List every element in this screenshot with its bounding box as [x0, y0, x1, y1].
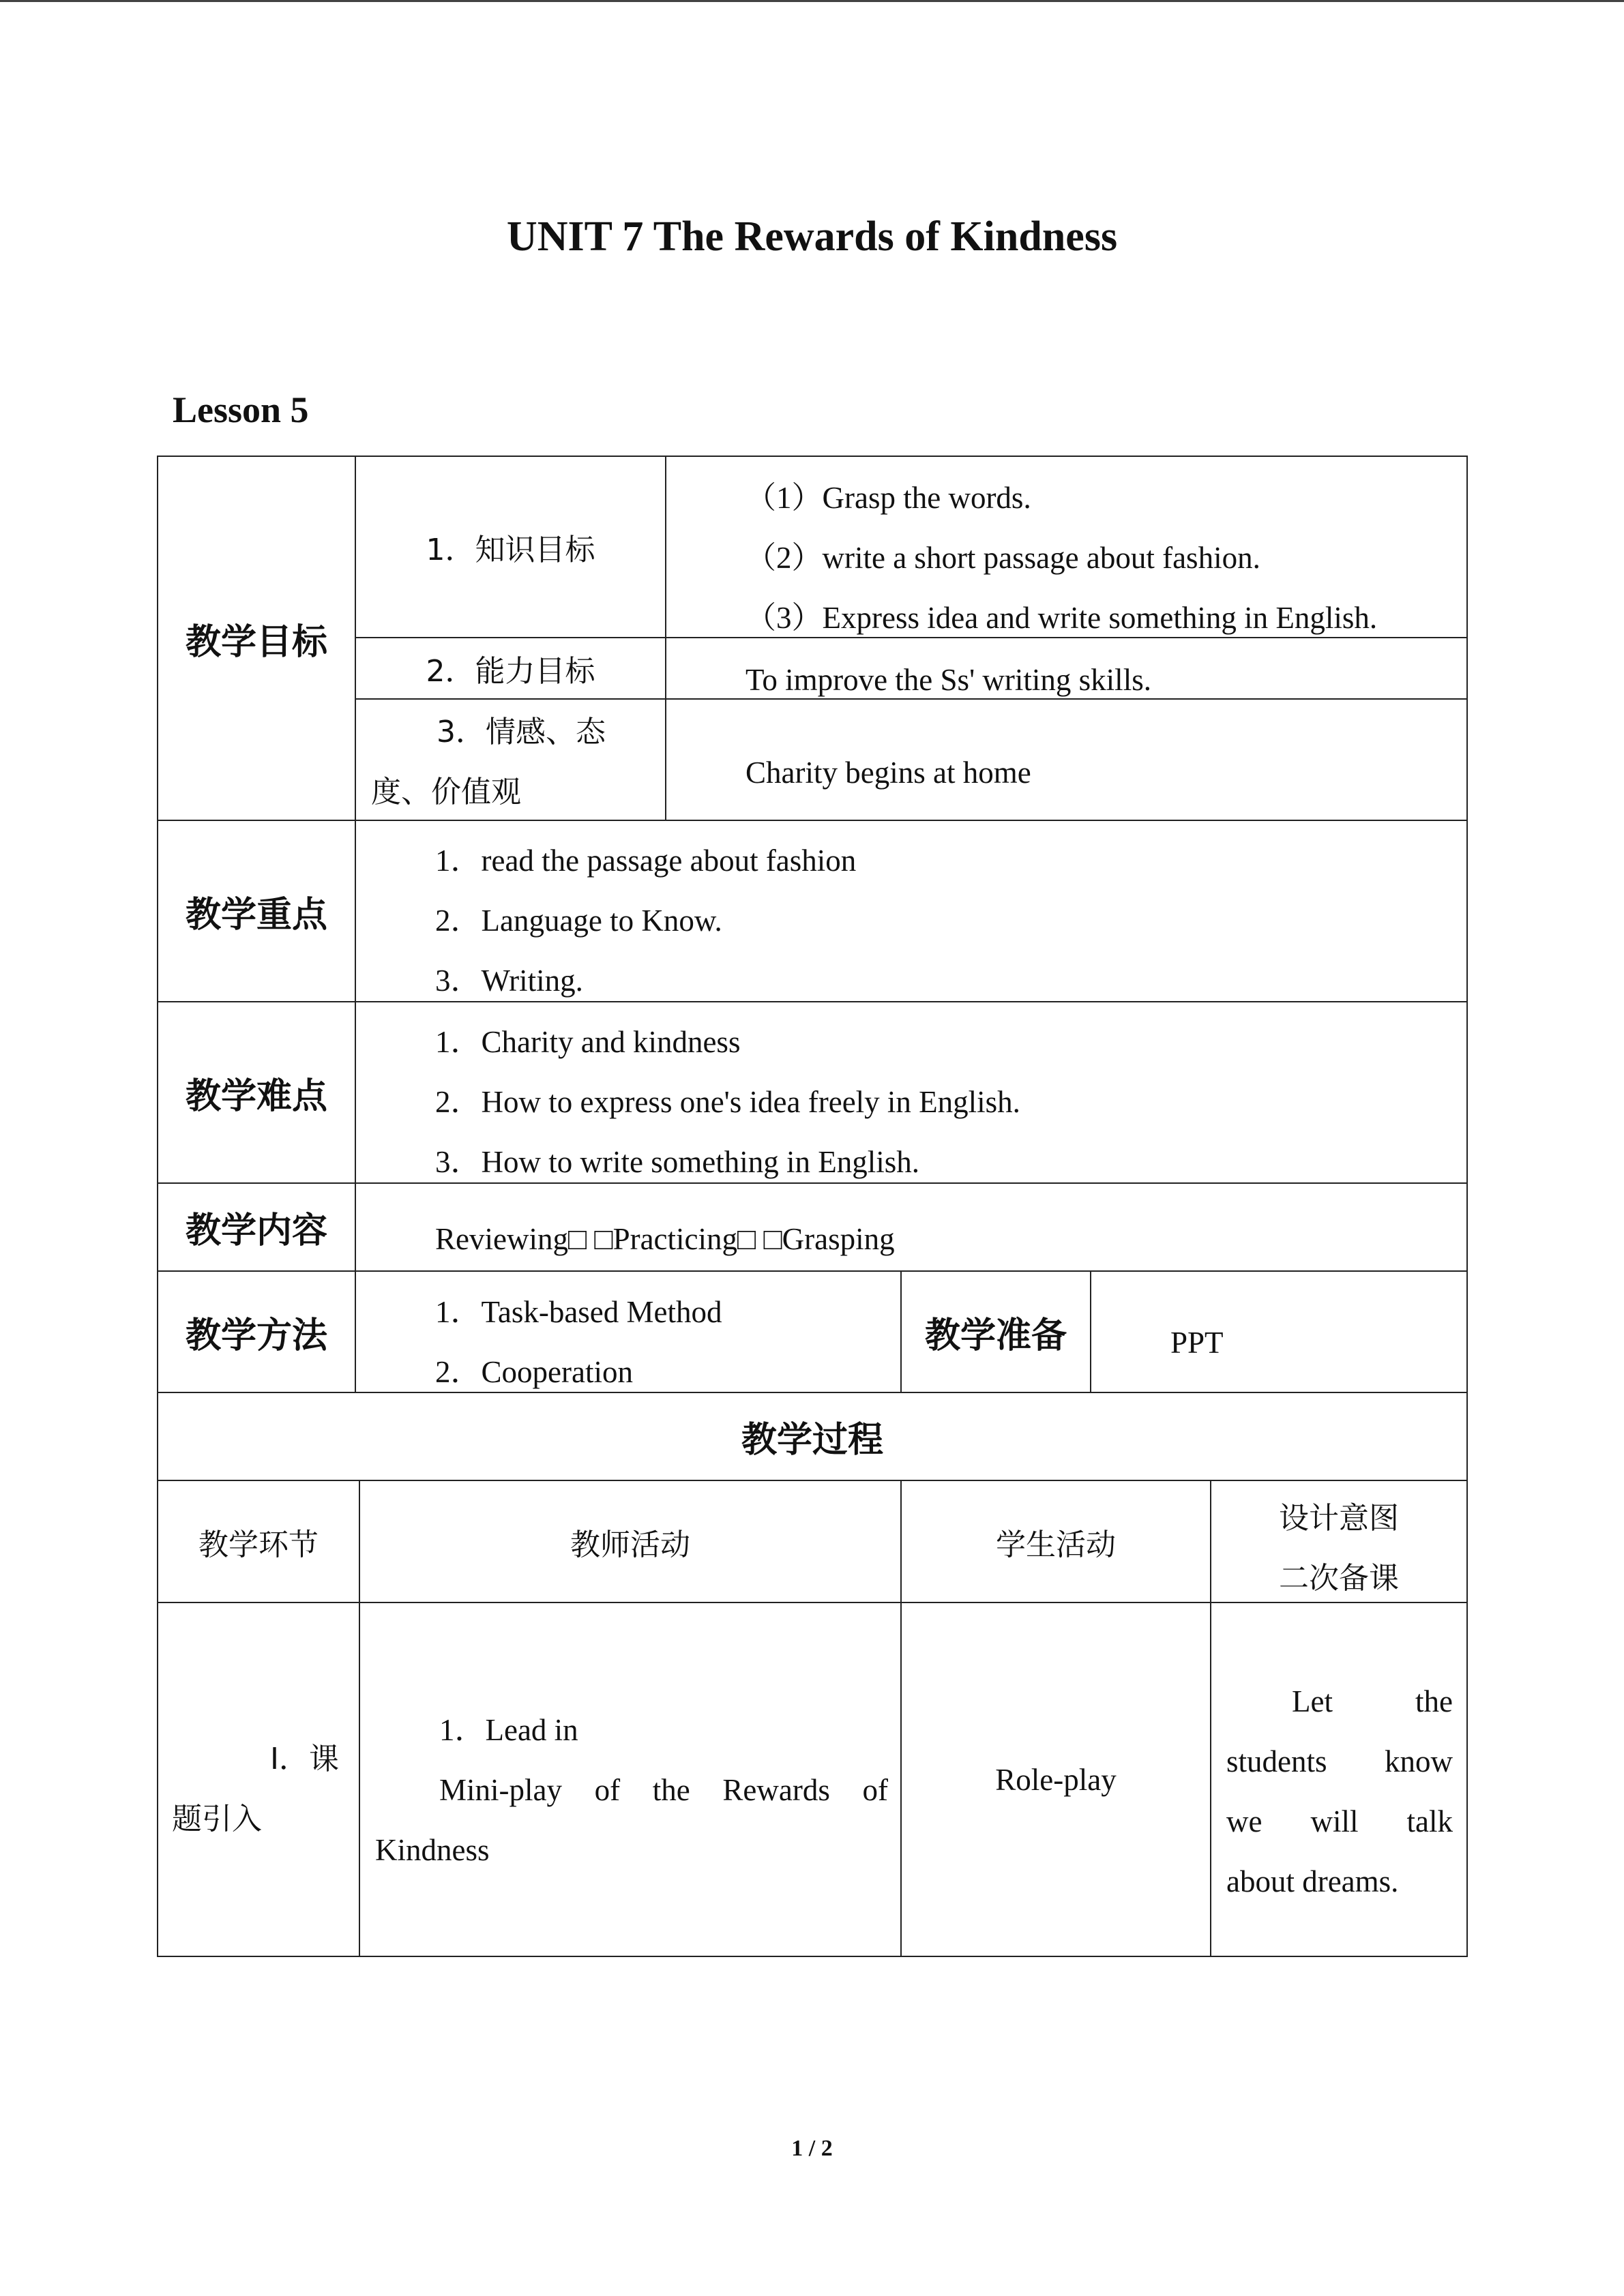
stage-intro: Ⅰ．课 题引入 [172, 1742, 339, 1836]
methods-list [435, 1282, 722, 1402]
difficulties-list [435, 1012, 1020, 1192]
ability-goal-text: To improve the Ss' writing skills. [745, 663, 1151, 697]
page-number: 1 / 2 [791, 2136, 833, 2161]
header-design-intent: 设计意图 二次备课 [1279, 1501, 1399, 1596]
difficulty-item: 3．How to write something in English. [435, 1145, 919, 1179]
grid-line [1090, 1270, 1091, 1392]
preparation-value: PPT [1170, 1326, 1224, 1360]
header-stage: 教学环节 [198, 1527, 319, 1562]
lesson-heading: Lesson 5 [173, 389, 309, 430]
emotion-goal-label: 3．情感、态 度、价值观 [371, 715, 606, 809]
difficulty-item: 1．Charity and kindness [435, 1025, 741, 1059]
knowledge-goal-list [745, 468, 1377, 648]
difficulties-label: 教学难点 [185, 1075, 327, 1117]
key-point-item: 1．read the passage about fashion [435, 844, 857, 878]
method-item: 2．Cooperation [435, 1355, 633, 1389]
page-title: UNIT 7 The Rewards of Kindness [506, 213, 1118, 260]
ability-goal-label: 2．能力目标 [426, 654, 595, 689]
preparation-label: 教学准备 [924, 1315, 1067, 1356]
content-label: 教学内容 [185, 1210, 327, 1251]
key-points-list [435, 831, 856, 1011]
header-teacher-activity: 教师活动 [570, 1527, 690, 1562]
knowledge-goal-item: （3）Express idea and write something in English. [745, 601, 1378, 635]
teacher-activity-text: 1．Lead in Mini-play of the Rewards of Kindness [375, 1713, 888, 1867]
student-activity-text: Role-play [995, 1762, 1117, 1797]
knowledge-goal-item: （1）Grasp the words. [745, 481, 1031, 515]
difficulty-item: 2．How to express one's idea freely in English. [435, 1085, 1020, 1119]
key-points-label: 教学重点 [185, 894, 327, 936]
page-top-border [0, 0, 1624, 2]
knowledge-goal-label: 1．知识目标 [426, 533, 595, 567]
knowledge-goal-item: （2）write a short passage about fashion. [745, 541, 1260, 575]
header-student-activity: 学生活动 [996, 1527, 1116, 1562]
key-point-item: 3．Writing. [435, 964, 583, 998]
goals-label: 教学目标 [185, 621, 327, 663]
content-text: Reviewing□ □Practicing□ □Grasping [435, 1222, 895, 1256]
process-title: 教学过程 [741, 1420, 883, 1461]
method-item: 1．Task-based Method [435, 1295, 722, 1329]
methods-label: 教学方法 [185, 1315, 327, 1356]
design-intent-text: Let the students know we will talk about dreams. [1226, 1684, 1453, 1898]
key-point-item: 2．Language to Know. [435, 904, 722, 938]
emotion-goal-text: Charity begins at home [745, 756, 1031, 790]
